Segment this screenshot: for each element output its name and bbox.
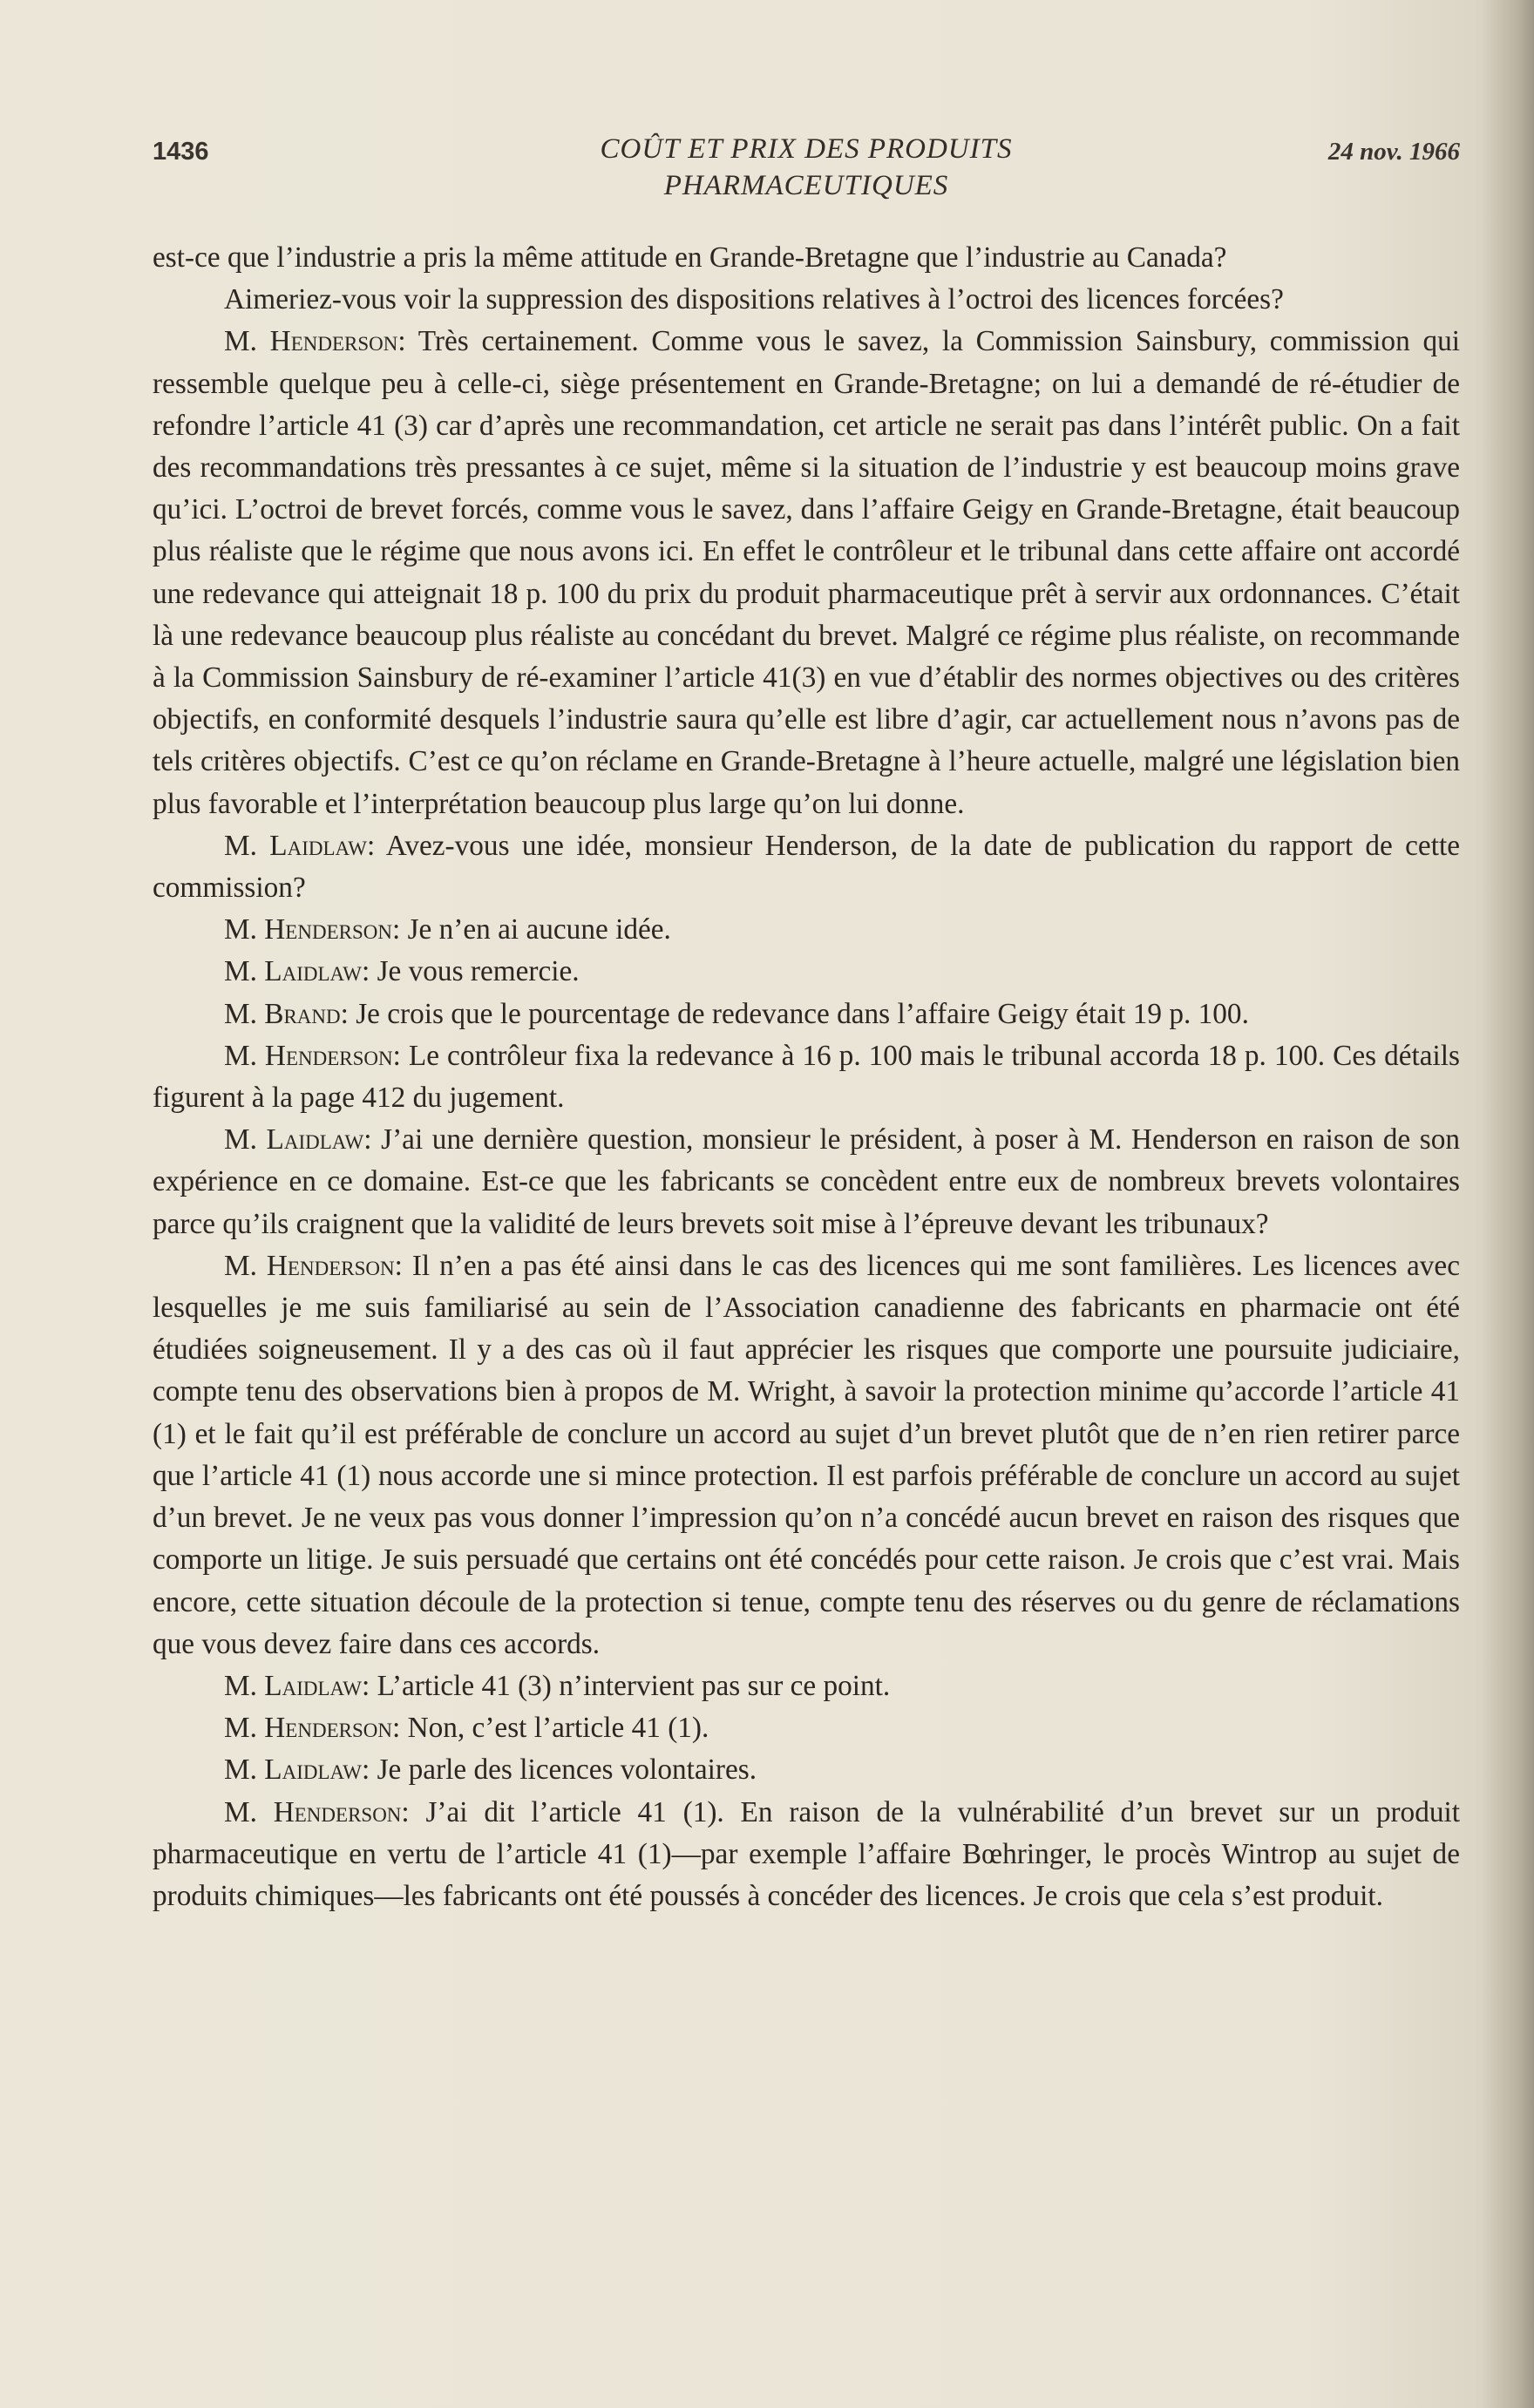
paragraph-text: J’ai une dernière question, monsieur le président, à poser à M. Henderson en raison de son expérience en ce domaine. Est-ce que les fabricants se concèdent entre eux de nombreux brevets volontaires parce qu’ils craignent que la validité de leurs brevets soit mise à l’épreuve devant les tribunaux?: [153, 1123, 1461, 1240]
paragraph-text: Je n’en ai aucune idée.: [407, 913, 671, 946]
paragraph: [153, 237, 1460, 279]
paragraph-text: Je crois que le pourcentage de redevance dans l’affaire Geigy était 19 p. 100.: [356, 997, 1249, 1030]
paragraph: [153, 951, 1460, 993]
body-text: [153, 237, 1460, 1917]
paragraph: [153, 994, 1460, 1035]
paragraph: [153, 279, 1460, 321]
paragraph-text: Il n’en a pas été ainsi dans le cas des licences qui me sont familières. Les licences avec lesquelles je me suis familiarisé au sein de l’Association canadienne des fabricants en pharmacie ont été étudiées soigneusement. Il y a des cas où il faut apprécier les risques que comporte une poursuite judiciaire, compte tenu des observations bien à propos de M. Wright, à savoir la protection minime qu’accorde l’article 41 (1) et le fait qu’il est préférable de conclure un accord au sujet d’un brevet plutôt que de n’en rien retirer parce que l’article 41 (1) nous accorde une si mince protection. Il est parfois préférable de conclure un accord au sujet d’un brevet. Je ne veux pas vous donner l’impression qu’on n’a concédé aucun brevet en raison des risques que comporte un litige. Je suis persuadé que certains ont été concédés pour cette raison. Je crois que c’est vrai. Mais encore, cette situation découle de la protection si tenue, compte tenu des réserves ou du genre de réclamations que vous devez faire dans ces accords.: [153, 1249, 1460, 1660]
paragraph-text: Je vous remercie.: [377, 955, 580, 988]
speaker-name: M. Henderson:: [224, 1039, 401, 1072]
paragraph-text: est-ce que l’industrie a pris la même attitude en Grande-Bretagne que l’industrie au Canada?: [153, 241, 1227, 274]
running-title-line-2: PHARMACEUTIQUES: [663, 170, 949, 201]
page-header: [153, 131, 1460, 209]
paragraph-text: Aimeriez-vous voir la suppression des dispositions relatives à l’octroi des licences forcées?: [224, 283, 1284, 316]
paragraph-text: Le contrôleur fixa la redevance à 16 p. 100 mais le tribunal accorda 18 p. 100. Ces détails figurent à la page 412 du jugement.: [153, 1039, 1460, 1115]
speaker-name: M. Henderson:: [224, 325, 406, 358]
running-title-line-1: COÛT ET PRIX DES PRODUITS: [600, 133, 1013, 165]
running-title: [153, 131, 1460, 204]
speaker-name: M. Henderson:: [224, 1249, 403, 1282]
speaker-name: M. Laidlaw:: [224, 1669, 370, 1702]
speaker-name: M. Henderson:: [224, 913, 401, 946]
paragraph: [153, 1035, 1460, 1119]
speaker-name: M. Brand:: [224, 997, 349, 1030]
page-edge-shadow: [1482, 0, 1534, 2408]
paragraph: [153, 321, 1460, 824]
paragraph: [153, 1707, 1460, 1749]
speaker-name: M. Henderson:: [224, 1795, 410, 1828]
paragraph-text: J’ai dit l’article 41 (1). En raison de la vulnérabilité d’un brevet sur un produit pharmaceutique en vertu de l’article 41 (1)—par exemple l’affaire Bœhringer, le procès Wintrop au sujet de produits chimiques—les fabricants ont été poussés à concéder des licences. Je crois que cela s’est produit.: [153, 1795, 1461, 1912]
paragraph: [153, 1665, 1460, 1707]
paragraph-text: Avez-vous une idée, monsieur Henderson, de la date de publication du rapport de cette commission?: [153, 829, 1460, 905]
speaker-name: M. Laidlaw:: [224, 1753, 370, 1787]
paragraph: [153, 1245, 1460, 1665]
paragraph: [153, 909, 1460, 951]
paragraph: [153, 825, 1460, 909]
speaker-name: M. Laidlaw:: [224, 955, 370, 988]
paragraph: [153, 1792, 1460, 1918]
speaker-name: M. Laidlaw:: [224, 829, 376, 862]
speaker-name: M. Laidlaw:: [224, 1123, 372, 1157]
header-date: 24 nov. 1966: [1327, 138, 1460, 166]
paragraph-text: L’article 41 (3) n’intervient pas sur ce point.: [377, 1669, 891, 1702]
paragraph: [153, 1749, 1460, 1791]
speaker-name: M. Henderson:: [224, 1712, 401, 1745]
paragraph-text: Non, c’est l’article 41 (1).: [407, 1712, 709, 1745]
paragraph-text: Très certainement. Comme vous le savez, la Commission Sainsbury, commission qui ressemble quelque peu à celle-ci, siège présentement en Grande-Bretagne; on lui a demandé de ré-étudier de refondre l’article 41 (3) car d’après une recommandation, cet article ne serait pas dans l’intérêt public. On a fait des recommandations très pressantes à ce sujet, même si la situation de l’industrie y est beaucoup moins grave qu’ici. L’octroi de brevet forcés, comme vous le savez, dans l’affaire Geigy en Grande-Bretagne, était beaucoup plus réaliste que le régime que nous avons ici. En effet le contrôleur et le tribunal dans cette affaire ont accordé une redevance qui atteignait 18 p. 100 du prix du produit pharmaceutique prêt à servir aux ordonnances. C’était là une redevance beaucoup plus réaliste au concédant du brevet. Malgré ce régime plus réaliste, on recommande à la Commission Sainsbury de ré-examiner l’article 41(3) en vue d’établir des normes objectives ou des critères objectifs, en conformité desquels l’industrie saura qu’elle est libre d’agir, car actuellement nous n’avons pas de tels critères objectifs. C’est ce qu’on réclame en Grande-Bretagne à l’heure actuelle, malgré une législation bien plus favorable et l’interprétation beaucoup plus large qu’on lui donne.: [153, 325, 1460, 820]
paragraph-text: Je parle des licences volontaires.: [377, 1753, 757, 1787]
page-number: 1436: [153, 138, 209, 166]
paragraph: [153, 1119, 1460, 1245]
